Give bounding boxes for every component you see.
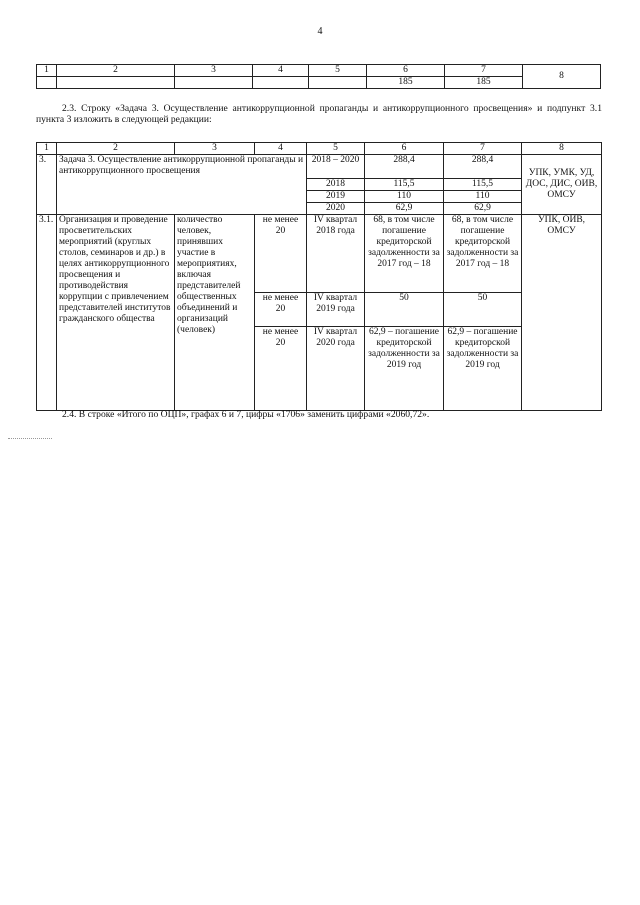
task-number: 3.	[37, 155, 57, 215]
header-cell: 2	[57, 65, 175, 77]
table-cell	[175, 77, 253, 89]
header-cell: 8	[522, 143, 602, 155]
table-cell	[309, 77, 367, 89]
period-cell: 2018 – 2020	[307, 155, 365, 179]
table-cell	[37, 77, 57, 89]
value-cell: 115,5	[365, 179, 444, 191]
page-number: 4	[317, 26, 323, 37]
header-cell: 1	[37, 65, 57, 77]
header-cell: 1	[37, 143, 57, 155]
executors-cell: УПК, ОИВ, ОМСУ	[522, 215, 602, 411]
value-cell: 50	[365, 293, 444, 327]
value-cell: 68, в том числе погашение кредиторской задолженности за 2017 год – 18	[444, 215, 522, 293]
main-table	[36, 142, 602, 411]
value-cell: 62,9	[444, 203, 522, 215]
header-cell: 6	[365, 143, 444, 155]
subitem-indicator: количество человек, принявших участие в мероприятиях, включая представителей общественных объединений и организаций (человек)	[175, 215, 255, 411]
value-cell: 110	[444, 191, 522, 203]
value-cell: 62,9 – погашение кредиторской задолженности за 2019 год	[365, 327, 444, 411]
header-cell: 7	[444, 143, 522, 155]
task-title: Задача 3. Осуществление антикоррупционной пропаганды и антикоррупционного просвещения	[57, 155, 307, 215]
table-cell: 185	[445, 77, 523, 89]
executors-cell: УПК, УМК, УД, ДОС, ДИС, ОИВ, ОМСУ	[522, 155, 602, 215]
table-row	[37, 65, 601, 77]
header-cell: 7	[445, 65, 523, 77]
subitem-number: 3.1.	[37, 215, 57, 411]
value-cell: 288,4	[365, 155, 444, 179]
subitem-name: Организация и проведение просветительских мероприятий (круглых столов, семинаров и др.) в целях антикоррупционного просвещения и противодействия коррупции с привлечением представителей институтов гражданского общества	[57, 215, 175, 411]
table-cell: 185	[367, 77, 445, 89]
header-cell: 8	[523, 65, 601, 89]
target-value: не менее 20	[255, 327, 307, 411]
header-cell: 2	[57, 143, 175, 155]
footer-mark	[8, 438, 52, 439]
period-cell: IV квартал 2018 года	[307, 215, 365, 293]
value-cell: 62,9 – погашение кредиторской задолженности за 2019 год	[444, 327, 522, 411]
value-cell: 288,4	[444, 155, 522, 179]
header-cell: 6	[367, 65, 445, 77]
period-cell: 2018	[307, 179, 365, 191]
paragraph-2-4: 2.4. В строке «Итого по ОЦП», графах 6 и 7, цифры «1706» заменить цифрами «2060,72».	[62, 409, 430, 420]
header-cell: 4	[255, 143, 307, 155]
table-row	[37, 215, 602, 293]
target-value: не менее 20	[255, 215, 307, 293]
period-cell: IV квартал 2019 года	[307, 293, 365, 327]
target-value: не менее 20	[255, 293, 307, 327]
header-cell: 3	[175, 65, 253, 77]
period-cell: 2019	[307, 191, 365, 203]
header-cell: 5	[307, 143, 365, 155]
table-row	[37, 143, 602, 155]
header-cell: 4	[253, 65, 309, 77]
table-row	[37, 155, 602, 179]
period-cell: 2020	[307, 203, 365, 215]
top-table	[36, 64, 601, 89]
value-cell: 68, в том числе погашение кредиторской задолженности за 2017 год – 18	[365, 215, 444, 293]
table-row	[37, 77, 601, 89]
value-cell: 110	[365, 191, 444, 203]
value-cell: 50	[444, 293, 522, 327]
header-cell: 3	[175, 143, 255, 155]
header-cell: 5	[309, 65, 367, 77]
paragraph-2-3: 2.3. Строку «Задача 3. Осуществление антикоррупционной пропаганды и антикоррупционного просвещения» и подпункт 3.1 пункта 3 изложить в следующей редакции:	[36, 103, 602, 125]
value-cell: 62,9	[365, 203, 444, 215]
period-cell: IV квартал 2020 года	[307, 327, 365, 411]
value-cell: 115,5	[444, 179, 522, 191]
table-cell	[253, 77, 309, 89]
table-cell	[57, 77, 175, 89]
